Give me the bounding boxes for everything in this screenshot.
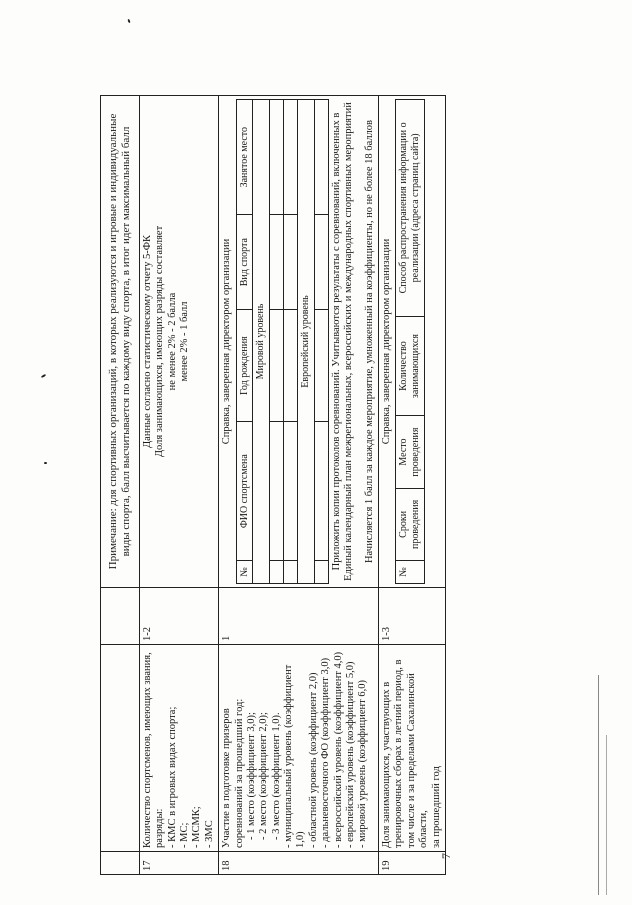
scan-mark xyxy=(44,462,47,464)
source-cell xyxy=(379,96,446,588)
winners-table xyxy=(236,99,329,584)
level-label: Мировой уровень xyxy=(253,100,270,584)
source-line: Доля занимающихся, имеющих разряды составляет xyxy=(154,225,166,458)
source-line: менее 2% - 1 балл xyxy=(179,301,191,382)
note-row xyxy=(101,96,140,875)
inner-level-row xyxy=(253,100,270,584)
indicator-line: Доля занимающихся, участвующих в тренировочных сборах в летний период, в том числе и за пределами Сахалинской области, xyxy=(381,659,430,848)
indicator-line: за прошедший год xyxy=(430,766,442,848)
scan-mark xyxy=(41,374,46,378)
indicator-line: - дальневосточного ФО (коэффициент 3,0) xyxy=(320,657,332,848)
note-text: Примечание: для спортивных организаций, в которых реализуются и игровые и индивидуальные виды спорта, балл высчитывается по каждому виду спорта, в итог идет максимальный балл xyxy=(101,96,140,588)
level-label: Европейский уровень xyxy=(298,100,315,584)
indicator-line: - европейский уровень (коэффициент 5,0) xyxy=(344,661,356,848)
indicator-line: Участие в подготовке призеров соревнований за прошедший год: xyxy=(221,698,245,848)
indicator-cell xyxy=(219,645,379,852)
row-number: 17 xyxy=(139,852,218,875)
indicator-line: - всероссийский уровень (коэффициент 4,0) xyxy=(332,651,344,848)
points-cell: 1-3 xyxy=(379,588,446,645)
indicator-line: - областной уровень (коэффициент 2,0) xyxy=(307,672,319,848)
camps-table xyxy=(395,99,425,584)
source-cell xyxy=(219,96,379,588)
inner-empty-row xyxy=(284,100,298,584)
col-header: Количество занимающихся xyxy=(396,316,425,416)
scan-edge-line xyxy=(598,675,599,895)
col-header: Занятое место xyxy=(236,100,253,215)
scan-mark xyxy=(127,19,130,23)
inner-header-row xyxy=(236,100,253,584)
table-row xyxy=(379,96,446,875)
table-row xyxy=(219,96,379,875)
source-title: Справка, заверенная директором организации xyxy=(381,238,393,445)
source-title: Справка, заверенная директором организации xyxy=(221,238,233,445)
col-header: Вид спорта xyxy=(236,215,253,310)
inner-empty-row xyxy=(270,100,284,584)
indicator-line: - муниципальный уровень (коэффициент 1,0) xyxy=(283,664,307,848)
scan-edge-line xyxy=(606,735,607,895)
col-header: № xyxy=(236,561,253,584)
points-cell: 1-2 xyxy=(139,588,218,645)
col-header: Сроки проведения xyxy=(396,488,425,560)
row-number: 18 xyxy=(219,852,379,875)
indicator-line: - 3 место (коэффициент 1,0). xyxy=(270,712,282,840)
indicator-line: - КМС в игровых видах спорта; xyxy=(166,706,178,848)
inner-level-row xyxy=(298,100,315,584)
indicator-line: - мировой уровень (коэффициент 6,0) xyxy=(357,679,369,848)
col-header: Место проведения xyxy=(396,416,425,488)
col-header: Год рождения xyxy=(236,309,253,421)
indicator-cell xyxy=(379,645,446,852)
indicator-line: - 2 место (коэффициент 2,0); xyxy=(258,712,270,840)
source-footer: Начисляется 1 балл за каждое мероприятие, умноженный на коэффициенты, но не более 18 баллов xyxy=(363,119,375,564)
indicator-line: - МС; xyxy=(179,822,191,848)
criteria-table xyxy=(100,95,446,875)
points-cell: 1 xyxy=(219,588,379,645)
row-number: 19 xyxy=(379,852,446,875)
indicator-line: - 1 место (коэффициент 3,0); xyxy=(245,712,257,840)
source-cell xyxy=(139,96,218,588)
col-header: Способ распространения информации о реализации (адреса страниц сайта) xyxy=(396,100,425,317)
source-line: Данные согласно статистическому отчету 5-ФК xyxy=(141,235,153,448)
inner-header-row xyxy=(396,100,425,584)
inner-empty-row xyxy=(314,100,328,584)
indicator-cell xyxy=(139,645,218,852)
col-header: ФИО спортсмена xyxy=(236,422,253,561)
source-line: не менее 2% - 2 балла xyxy=(166,292,178,391)
indicator-line: - ЗМС xyxy=(203,820,215,848)
table-row xyxy=(139,96,218,875)
indicator-line: Количество спортсменов, имеющих звания, разряды: xyxy=(141,652,166,848)
col-header: № xyxy=(396,561,425,584)
indicator-line: - МСМК; xyxy=(191,806,203,848)
page-number: 7 xyxy=(439,853,453,859)
source-text: Приложить копии протоколов соревнований. Учитываются результаты с соревнований, включенных в Единый календарный план межрегиональных, всероссийских и международных спортивных мероприятий xyxy=(330,102,355,581)
